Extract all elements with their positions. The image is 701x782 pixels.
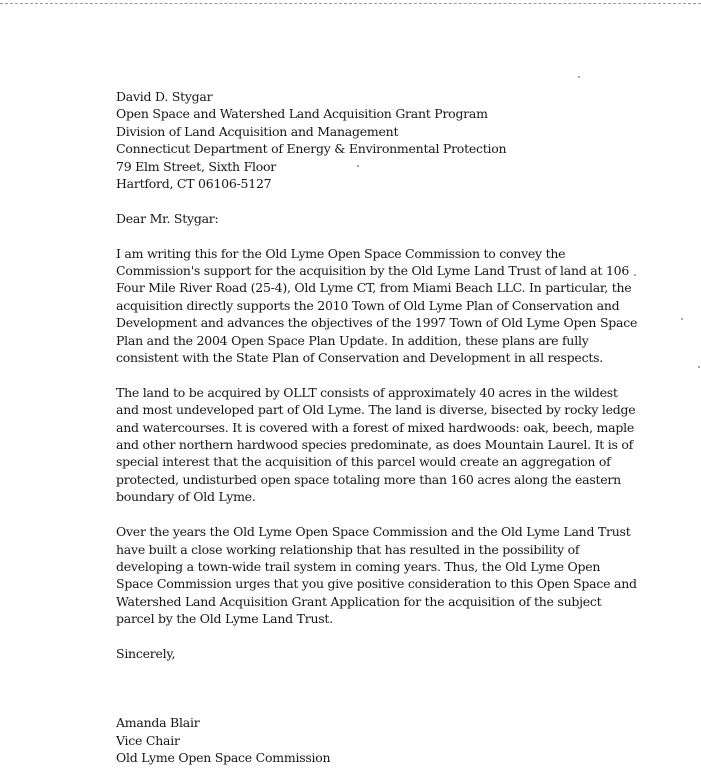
signer-name: Amanda Blair [116,715,200,731]
recipient-program: Open Space and Watershed Land Acquisition Grant Program [116,106,488,122]
scan-edge-line [0,3,701,4]
salutation: Dear Mr. Stygar: [116,210,219,226]
closing-text: Sincerely, [116,645,176,661]
scan-speck [578,76,580,78]
scan-speck [681,318,683,320]
body-paragraph-1: I am writing this for the Old Lyme Open Space Commission to convey the Commission's support for the acquisition by the Old Lyme Land Trust of land at 106 Four Mile River Road (25-4), Old Lyme CT, from Miami Beach LLC. In particular, the acquisition directly supports the 2010 Town of Old Lyme Plan of Conservation and Development and advances the objectives of the 1997 Town of Old Lyme Open Space Plan and the 2004 Open Space Plan Update. In addition, these plans are fully consistent with the State Plan of Conservation and Development in all respects. [116,245,638,366]
signer-title: Vice Chair [116,732,180,748]
recipient-department: Connecticut Department of Energy & Environmental Protection [116,141,507,157]
signature-block [116,714,640,766]
recipient-city: Hartford, CT 06106-5127 [116,176,272,192]
recipient-street: 79 Elm Street, Sixth Floor [116,158,277,174]
recipient-name: David D. Stygar [116,89,213,104]
recipient-division: Division of Land Acquisition and Management [116,123,399,139]
body-paragraph-3: Over the years the Old Lyme Open Space Commission and the Old Lyme Land Trust have built a close working relationship that has resulted in the possibility of developing a town-wide trail system in coming years. Thus, the Old Lyme Open Space Commission urges that you give positive consideration to this Open Space and Watershed Land Acquisition Grant Application for the acquisition of the subject parcel by the Old Lyme Land Trust. [116,524,637,627]
recipient-address [116,88,640,192]
body-paragraph-2: The land to be acquired by OLLT consists of approximately 40 acres in the wildest and most undeveloped part of Old Lyme. The land is diverse, bisected by rocky ledge and watercourses. It is covered with a forest of mixed hardwoods: oak, beech, maple and other northern hardwood species predominate, as does Mountain Laurel. It is of special interest that the acquisition of this parcel would create an aggregation of protected, undisturbed open space totaling more than 160 acres along the eastern boundary of Old Lyme. [116,384,636,505]
closing [116,645,640,662]
scan-speck [698,366,700,368]
signer-organization: Old Lyme Open Space Commission [116,750,331,766]
letter-body [116,88,640,767]
